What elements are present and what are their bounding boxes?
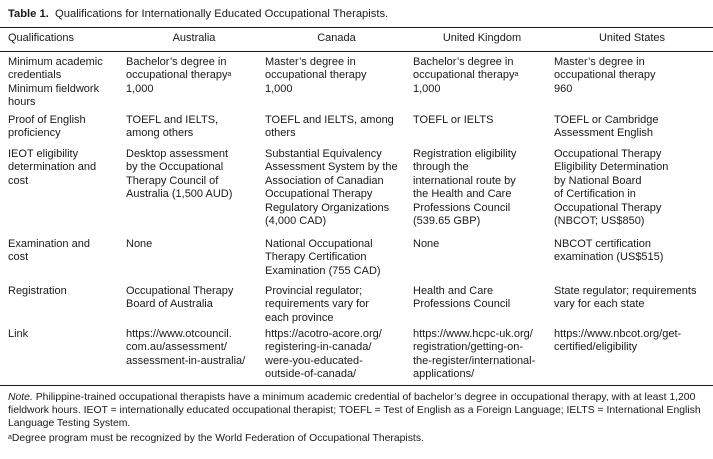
row-label: Proof of English proficiency [8,114,86,140]
table-cell: Health and Care Professions Council [413,285,511,311]
table-cell: TOEFL or IELTS [413,114,494,126]
footnote-mark: a [227,71,232,79]
footnote-text: Degree program must be recognized by the World Federation of Occupational Therapists. [11,433,424,444]
column-header-united-kingdom: United Kingdom [442,32,522,44]
table-label: Table 1. [8,8,49,20]
column-header-qualifications: Qualifications [8,32,75,44]
table-cell: None [413,238,440,250]
table-cell: Occupational Therapy Board of Australia [126,285,234,311]
table-cell: Bachelor’s degree in occupational therapy$^a$ [413,56,519,82]
table-cell: 1,000 [126,83,154,95]
table-cell: Master’s degree in occupational therapy [265,56,367,82]
table-cell: None [126,238,153,250]
table-cell: Registration eligibility through the international route by the Health and Care Professions Council (539.65 GBP) [413,148,517,228]
table-cell: https://acotro-acore.org/ registering-in-canada/ were-you-educated- outside-of-canada/ [265,328,382,381]
table-cell: Desktop assessment by the Occupational Therapy Council of Australia (1,500 AUD) [126,148,233,201]
column-header-australia: Australia [172,32,216,44]
table-cell: Bachelor’s degree in occupational therapy$^a$ [126,56,232,82]
bottom-rule [0,385,713,386]
note-label: Note. [8,392,33,403]
note-text: Philippine-trained occupational therapists have a minimum academic credential of bachelor’s degree in occupational therapy, with at least 1,200 fieldwork hours. IEOT = internationally educated occupational therapist; TOEFL = Test of English as a Foreign Language; IELTS = International English Language Testing System. [8,392,701,429]
row-label: Minimum academic credentials [8,56,103,82]
top-rule [0,27,713,28]
table-cell: Substantial Equivalency Assessment System by the Association of Canadian Occupational Therapy Regulatory Organizations (4,000 CAD) [265,148,398,228]
row-label: Minimum fieldwork hours [8,83,100,109]
table-cell: TOEFL or Cambridge Assessment English [554,114,659,140]
table-cell: https://www.nbcot.org/get- certified/eligibility [554,328,682,354]
row-label: Registration [8,285,67,297]
table-footnote [8,432,706,445]
table-cell: 1,000 [265,83,293,95]
table-cell: TOEFL and IELTS, among others [265,114,394,140]
table-caption [8,7,388,21]
table-cell: 1,000 [413,83,441,95]
column-header-canada: Canada [317,32,356,44]
table-cell: Occupational Therapy Eligibility Determination by National Board of Certification in Occupational Therapy (NBCOT; US$850) [554,148,669,228]
table-cell: https://www.otcouncil. com.au/assessment/ assessment-in-australia/ [126,328,246,367]
header-rule [0,51,713,52]
table-cell: 960 [554,83,573,95]
table-cell: State regulator; requirements vary for each state [554,285,697,311]
row-label: Link [8,328,29,340]
table-cell: Master’s degree in occupational therapy [554,56,656,82]
table-cell: NBCOT certification examination (US$515) [554,238,664,264]
footnote-mark: a [8,434,12,441]
table-cell: TOEFL and IELTS, among others [126,114,219,140]
table-note [8,391,706,430]
column-header-united-states: United States [598,32,666,44]
row-label: Examination and cost [8,238,90,264]
table-cell: Provincial regulator; requirements vary for each province [265,285,369,324]
table-cell: National Occupational Therapy Certification Examination (755 CAD) [265,238,381,277]
row-label: IEOT eligibility determination and cost [8,148,97,187]
table-title: Qualifications for Internationally Educated Occupational Therapists. [55,8,389,20]
table-cell: https://www.hcpc-uk.org/ registration/getting-on- the-register/international- applications/ [413,328,536,381]
footnote-mark: a [514,71,519,79]
